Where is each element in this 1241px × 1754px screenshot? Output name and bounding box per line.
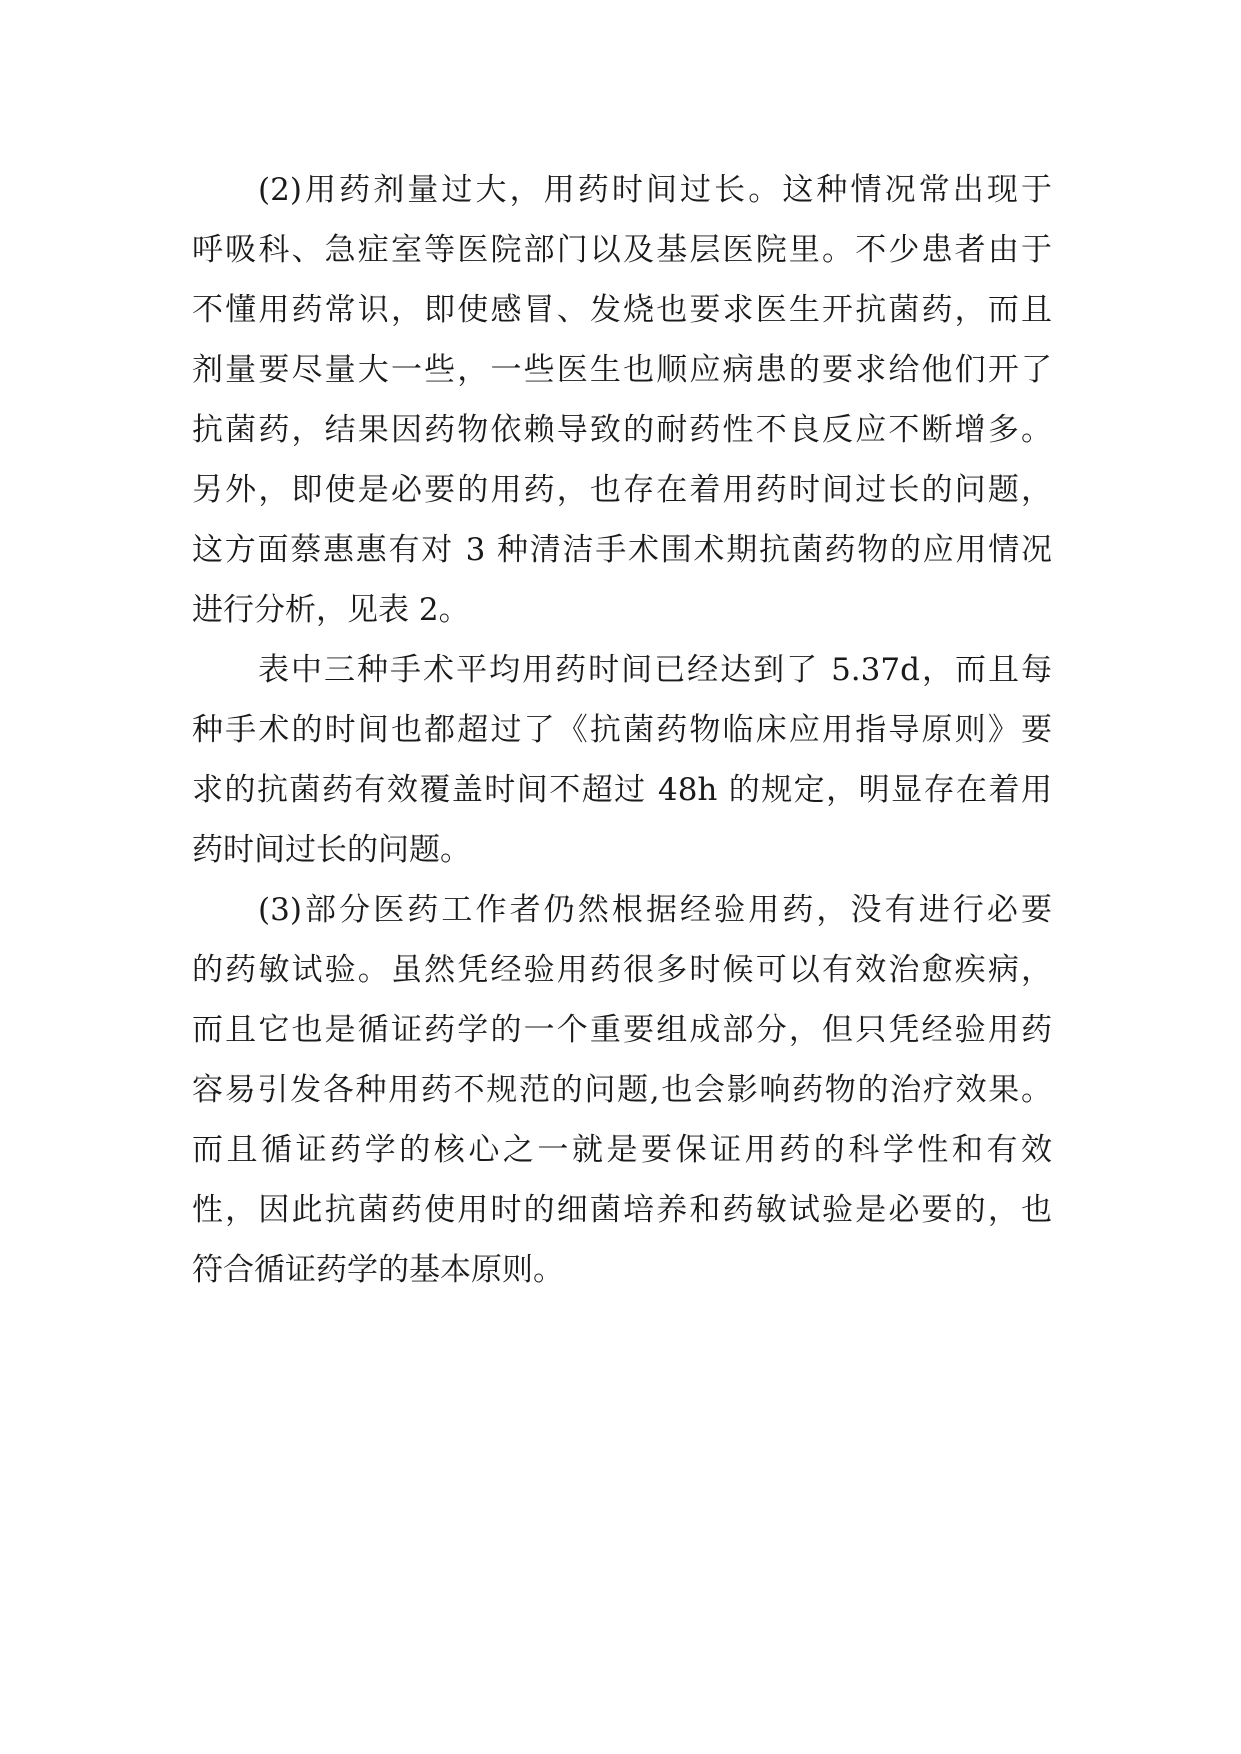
paragraph-line: 进行分析，见表 2。 — [192, 592, 470, 628]
paragraph-line: 剂量要尽量大一些，一些医生也顺应病患的要求给他们开了 — [192, 352, 1052, 388]
paragraph-line: (3)部分医药工作者仍然根据经验用药，没有进行必要 — [258, 892, 1052, 928]
paragraph-line: 性，因此抗菌药使用时的细菌培养和药敏试验是必要的，也 — [192, 1192, 1052, 1228]
paragraph-3 — [192, 880, 1052, 1300]
paragraph-line: 而且循证药学的核心之一就是要保证用药的科学性和有效 — [192, 1132, 1052, 1168]
paragraph-line: 而且它也是循证药学的一个重要组成部分，但只凭经验用药 — [192, 1012, 1052, 1048]
paragraph-line: 这方面蔡惠惠有对 3 种清洁手术围术期抗菌药物的应用情况 — [192, 532, 1052, 568]
paragraph-line: 药时间过长的问题。 — [192, 832, 471, 868]
paragraph-line: 求的抗菌药有效覆盖时间不超过 48h 的规定，明显存在着用 — [192, 772, 1052, 808]
paragraph-2 — [192, 640, 1052, 880]
paragraph-line: 表中三种手术平均用药时间已经达到了 5.37d，而且每 — [258, 652, 1052, 688]
paragraph-line: (2)用药剂量过大，用药时间过长。这种情况常出现于 — [258, 172, 1052, 208]
paragraph-line: 容易引发各种用药不规范的问题,也会影响药物的治疗效果。 — [192, 1072, 1052, 1108]
paragraph-line: 抗菌药，结果因药物依赖导致的耐药性不良反应不断增多。 — [192, 412, 1052, 448]
paragraph-line: 呼吸科、急症室等医院部门以及基层医院里。不少患者由于 — [192, 232, 1052, 268]
document-body — [192, 160, 1052, 1300]
paragraph-1 — [192, 160, 1052, 640]
paragraph-line: 不懂用药常识，即使感冒、发烧也要求医生开抗菌药，而且 — [192, 292, 1052, 328]
paragraph-line: 种手术的时间也都超过了《抗菌药物临床应用指导原则》要 — [192, 712, 1052, 748]
paragraph-line: 的药敏试验。虽然凭经验用药很多时候可以有效治愈疾病， — [192, 952, 1052, 988]
paragraph-line: 另外，即使是必要的用药，也存在着用药时间过长的问题， — [192, 472, 1052, 508]
paragraph-line: 符合循证药学的基本原则。 — [192, 1252, 564, 1288]
